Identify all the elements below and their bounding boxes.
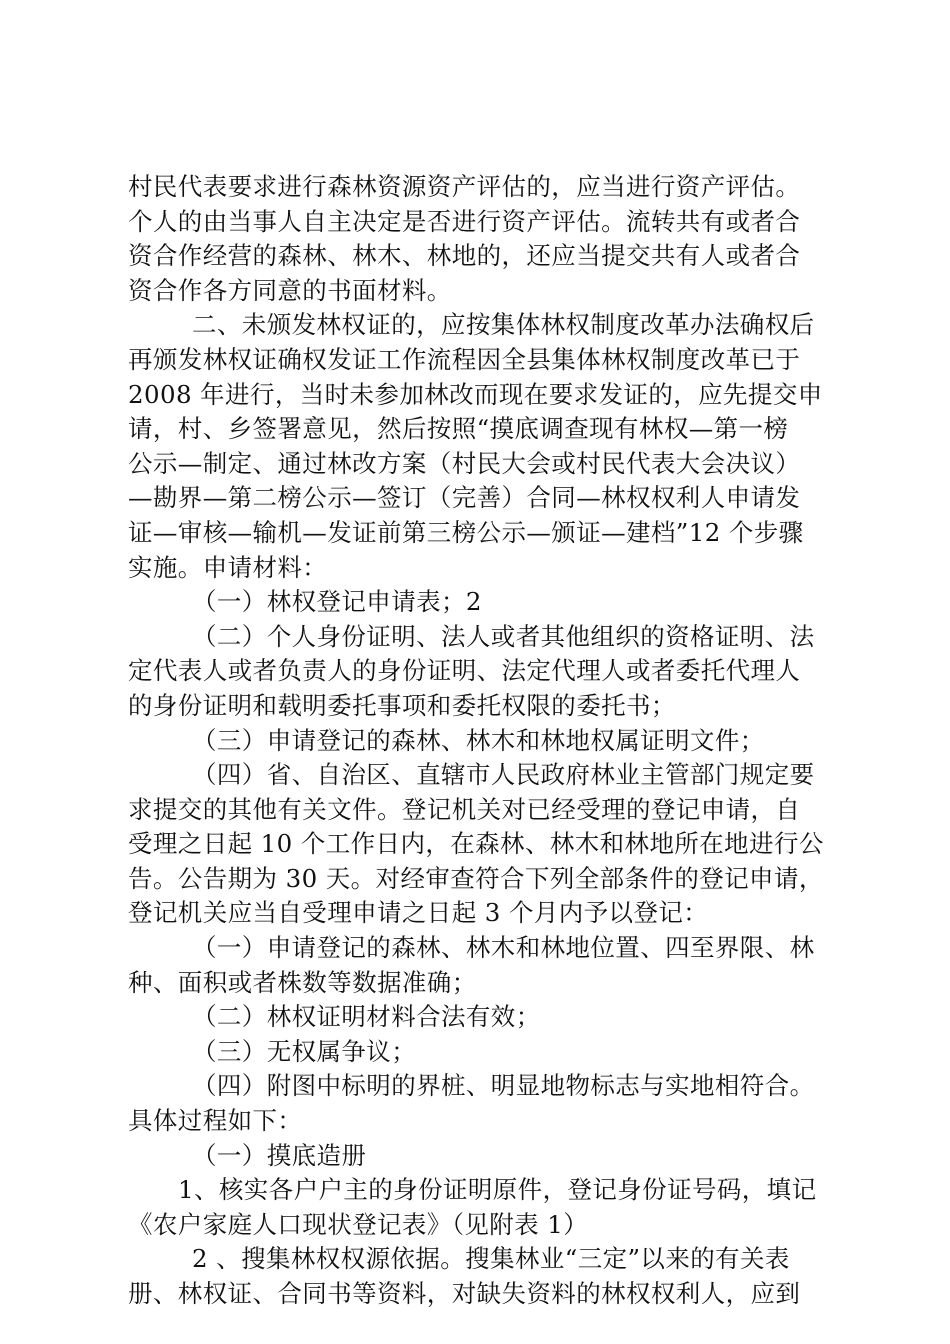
text-line: 个人的由当事人自主决定是否进行资产评估。流转共有或者合 <box>128 206 801 236</box>
text-line: 资合作经营的森林、林木、林地的，还应当提交共有人或者合 <box>128 241 801 271</box>
text-line: 公示—制定、通过林改方案（村民大会或村民代表大会决议） <box>128 448 801 478</box>
text-line: 村民代表要求进行森林资源资产评估的，应当进行资产评估。 <box>128 172 801 201</box>
text-line: 再颁发林权证确权发证工作流程因全县集体林权制度改革已于 <box>128 344 801 374</box>
text-line: 资合作各方同意的书面材料。 <box>128 275 452 305</box>
text-line: （四）附图中标明的界桩、明显地物标志与实地相符合。 <box>192 1071 815 1101</box>
text-line: 证—审核—输机—发证前第三榜公示—颁证—建档”12 个步骤 <box>128 517 804 547</box>
text-line: 告。公告期为 30 天。对经审查符合下列全部条件的登记申请， <box>128 863 824 893</box>
text-line: （三）无权属争议； <box>192 1036 417 1066</box>
text-line: （三）申请登记的森林、林木和林地权属证明文件； <box>192 725 765 755</box>
text-line: —勘界—第二榜公示—签订（完善）合同—林权权利人申请发 <box>128 483 801 513</box>
text-line: 册、林权证、合同书等资料，对缺失资料的林权权利人，应到 <box>128 1279 801 1308</box>
text-line: （一）申请登记的森林、林木和林地位置、四至界限、林 <box>192 933 815 963</box>
text-line: 具体过程如下： <box>128 1106 303 1136</box>
text-line: （二）个人身份证明、法人或者其他组织的资格证明、法 <box>192 621 815 651</box>
text-line: （二）林权证明材料合法有效； <box>192 1002 541 1032</box>
text-line: 种、面积或者株数等数据准确； <box>128 967 477 997</box>
text-line: 受理之日起 10 个工作日内，在森林、林木和林地所在地进行公 <box>128 829 824 859</box>
text-line: 的身份证明和载明委托事项和委托权限的委托书； <box>128 690 676 720</box>
text-line: （四）省、自治区、直辖市人民政府林业主管部门规定要 <box>192 760 815 790</box>
text-line: （一）林权登记申请表；2 <box>192 587 482 617</box>
text-line: 实施。申请材料： <box>128 552 328 582</box>
text-line: 二、未颁发林权证的，应按集体林权制度改革办法确权后 <box>192 310 815 340</box>
text-line: （一）摸底造册 <box>192 1140 367 1170</box>
text-line: 2 、搜集林权权源依据。搜集林业“三定”以来的有关表 <box>192 1244 790 1274</box>
text-line: 2008 年进行，当时未参加林改而现在要求发证的，应先提交申 <box>128 379 823 409</box>
text-line: 请，村、乡签署意见，然后按照“摸底调查现有林权—第一榜 <box>128 414 789 444</box>
text-line: 登记机关应当自受理申请之日起 3 个月内予以登记： <box>128 898 709 928</box>
text-line: 1、核实各户户主的身份证明原件，登记身份证号码，填记 <box>178 1175 817 1205</box>
document-page <box>128 170 830 1312</box>
text-line: 求提交的其他有关文件。登记机关对已经受理的登记申请，自 <box>128 794 801 824</box>
text-line: 定代表人或者负责人的身份证明、法定代理人或者委托代理人 <box>128 656 801 686</box>
text-line: 《农户家庭人口现状登记表》（见附表 1） <box>128 1209 589 1239</box>
